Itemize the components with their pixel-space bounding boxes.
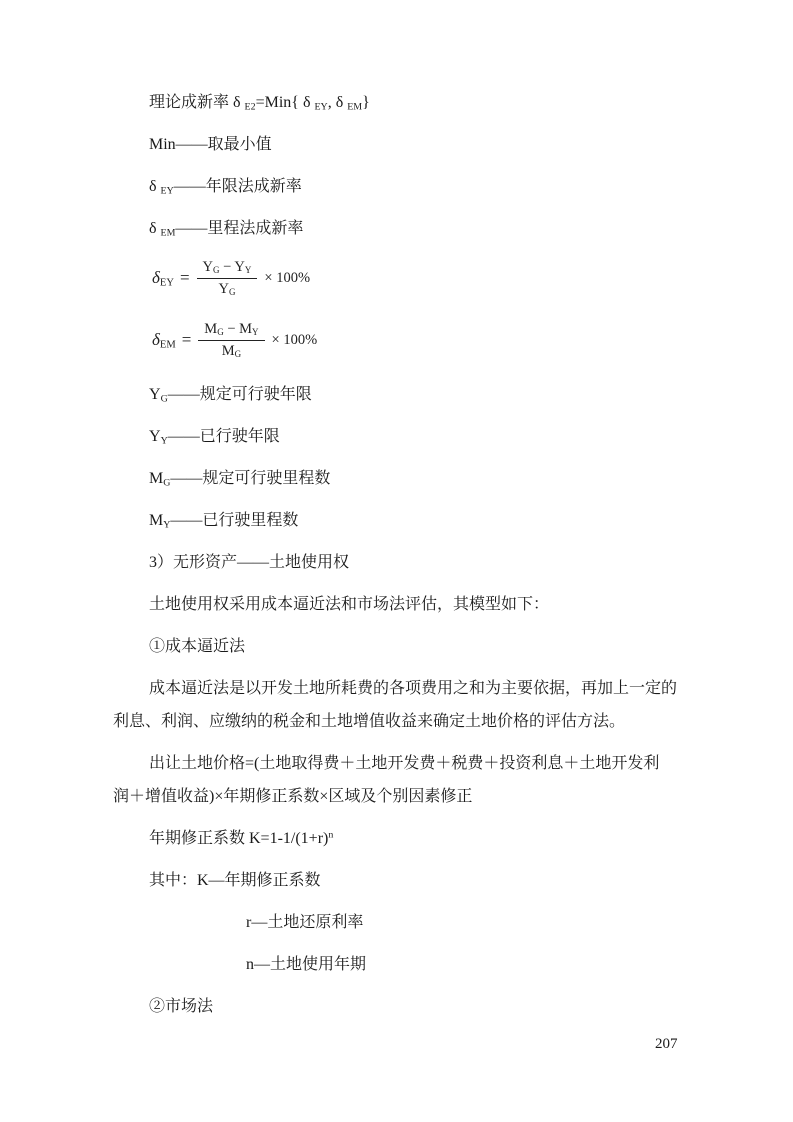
page-number: 207 — [655, 1036, 678, 1052]
fraction-denominator: $M_G$ — [221, 342, 242, 359]
formula-lhs: $\delta_{EY}$ — [152, 268, 174, 289]
line-land-use-right-intro: 土地使用权采用成本逼近法和市场法评估，其模型如下： — [149, 596, 550, 613]
line-min-definition: Min——取最小值 — [149, 136, 272, 153]
formula-delta-ey — [113, 254, 680, 302]
line-r-definition: r—土地还原利率 — [246, 914, 364, 931]
fraction — [198, 320, 264, 361]
para-land-price-formula: 出让土地价格=(土地取得费＋土地开发费＋税费＋投资利息＋土地开发利 润＋增值收益)×年期修正系数×区域及个别因素修正 — [113, 755, 660, 805]
line-delta-em-definition: δ $_{EM}$——里程法成新率 — [149, 220, 304, 239]
fraction-denominator: $Y_G$ — [218, 280, 236, 297]
line-delta-ey-definition: δ $_{EY}$——年限法成新率 — [149, 178, 302, 197]
line-yy-definition: $Y_Y——$已行驶年限 — [149, 428, 280, 447]
heading-intangible-assets: 3）无形资产——土地使用权 — [149, 554, 350, 571]
line-mg-definition: $M_G——$规定可行驶里程数 — [149, 470, 331, 489]
fraction-numerator: $M_G - M_Y$ — [198, 320, 264, 341]
formula-lhs: $\delta_{EM}$ — [152, 330, 176, 351]
para-cost-approach-description: 成本逼近法是以开发土地所耗费的各项费用之和为主要依据，再加上一定的 利息、利润、应缴纳的税金和土地增值收益来确定土地价格的评估方法。 — [113, 680, 678, 730]
equals-sign: = — [179, 268, 190, 287]
line-yg-definition: $Y_G——$规定可行驶年限 — [149, 386, 312, 405]
line-k-definition: 其中：K—年期修正系数 — [149, 872, 321, 889]
document-body — [113, 86, 680, 1032]
heading-cost-approach: ①成本逼近法 — [149, 638, 246, 655]
line-n-definition: n—土地使用年期 — [246, 956, 367, 973]
heading-market-approach: ②市场法 — [149, 998, 214, 1015]
formula-delta-em — [113, 316, 680, 364]
line-theoretical-newness-rate: 理论成新率 δ $_{E2}$=Min{ δ $_{EY}$, δ $_{EM}$} — [149, 94, 370, 113]
line-term-correction-formula: 年期修正系数 $K=1-1/(1+r)^n$ — [149, 829, 334, 847]
equals-sign: = — [181, 330, 192, 349]
formula-multiplier: × 100% — [264, 269, 311, 286]
formula-multiplier: × 100% — [271, 331, 318, 348]
fraction — [197, 258, 258, 299]
line-my-definition: $M_Y——$已行驶里程数 — [149, 512, 299, 531]
fraction-numerator: $Y_G - Y_Y$ — [197, 258, 258, 279]
